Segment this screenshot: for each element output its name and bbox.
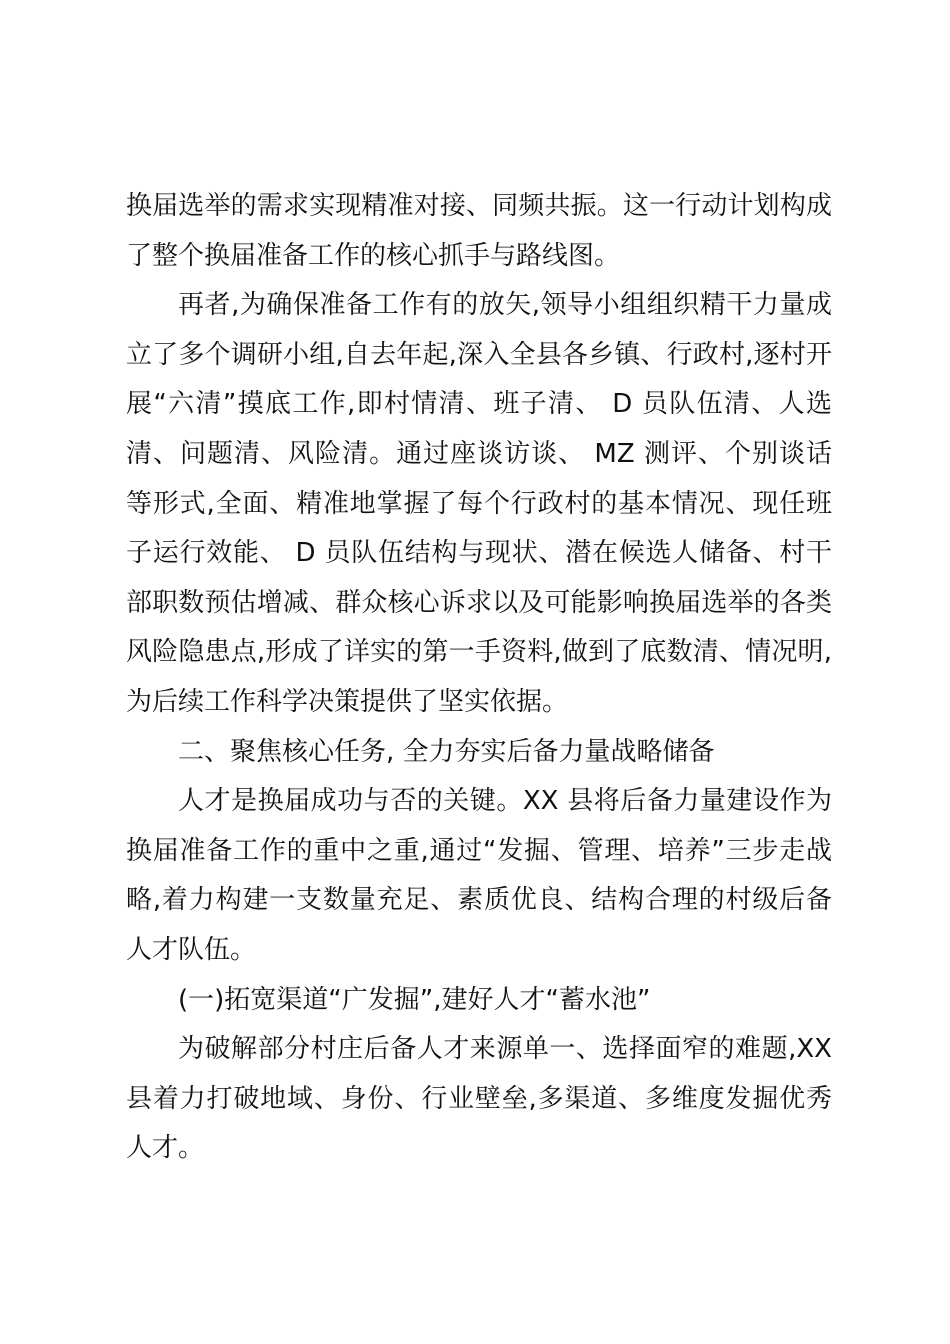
section-heading: 二、聚焦核心任务, 全力夯实后备力量战略储备 [178, 736, 715, 767]
paragraph-talent: 人才是换届成功与否的关键。XX 县将后备力量建设作为换届准备工作的重中之重,通过“发掘、管理、培养”三步走战略,着力构建一支数量充足、素质优良、结构合理的村级后备人才队伍。 [126, 786, 832, 965]
document-body [126, 182, 832, 1174]
paragraph-channels: 为破解部分村庄后备人才来源单一、选择面窄的难题,XX 县着力打破地域、身份、行业壁垒,多渠道、多维度发掘优秀人才。 [126, 1034, 832, 1164]
paragraph-research: 再者,为确保准备工作有的放矢,领导小组组织精干力量成立了多个调研小组,自去年起,深入全县各乡镇、行政村,逐村开展“六清”摸底工作,即村情清、班子清、 D 员队伍清、人选清、问题清、风险清。通过座谈访谈、 MZ 测评、个别谈话等形式,全面、精准地掌握了每个行政村的基本情况、现任班子运行效能、 D 员队伍结构与现状、潜在候选人储备、村干部职数预估增减、群众核心诉求以及可能影响换届选举的各类风险隐患点,形成了详实的第一手资料,做到了底数清、情况明,为后续工作科学决策提供了坚实依据。 [126, 290, 832, 717]
paragraph-continuation: 换届选举的需求实现精准对接、同频共振。这一行动计划构成了整个换届准备工作的核心抓手与路线图。 [126, 191, 832, 271]
subsection-heading: (一)拓宽渠道“广发掘”,建好人才“蓄水池” [178, 984, 651, 1015]
